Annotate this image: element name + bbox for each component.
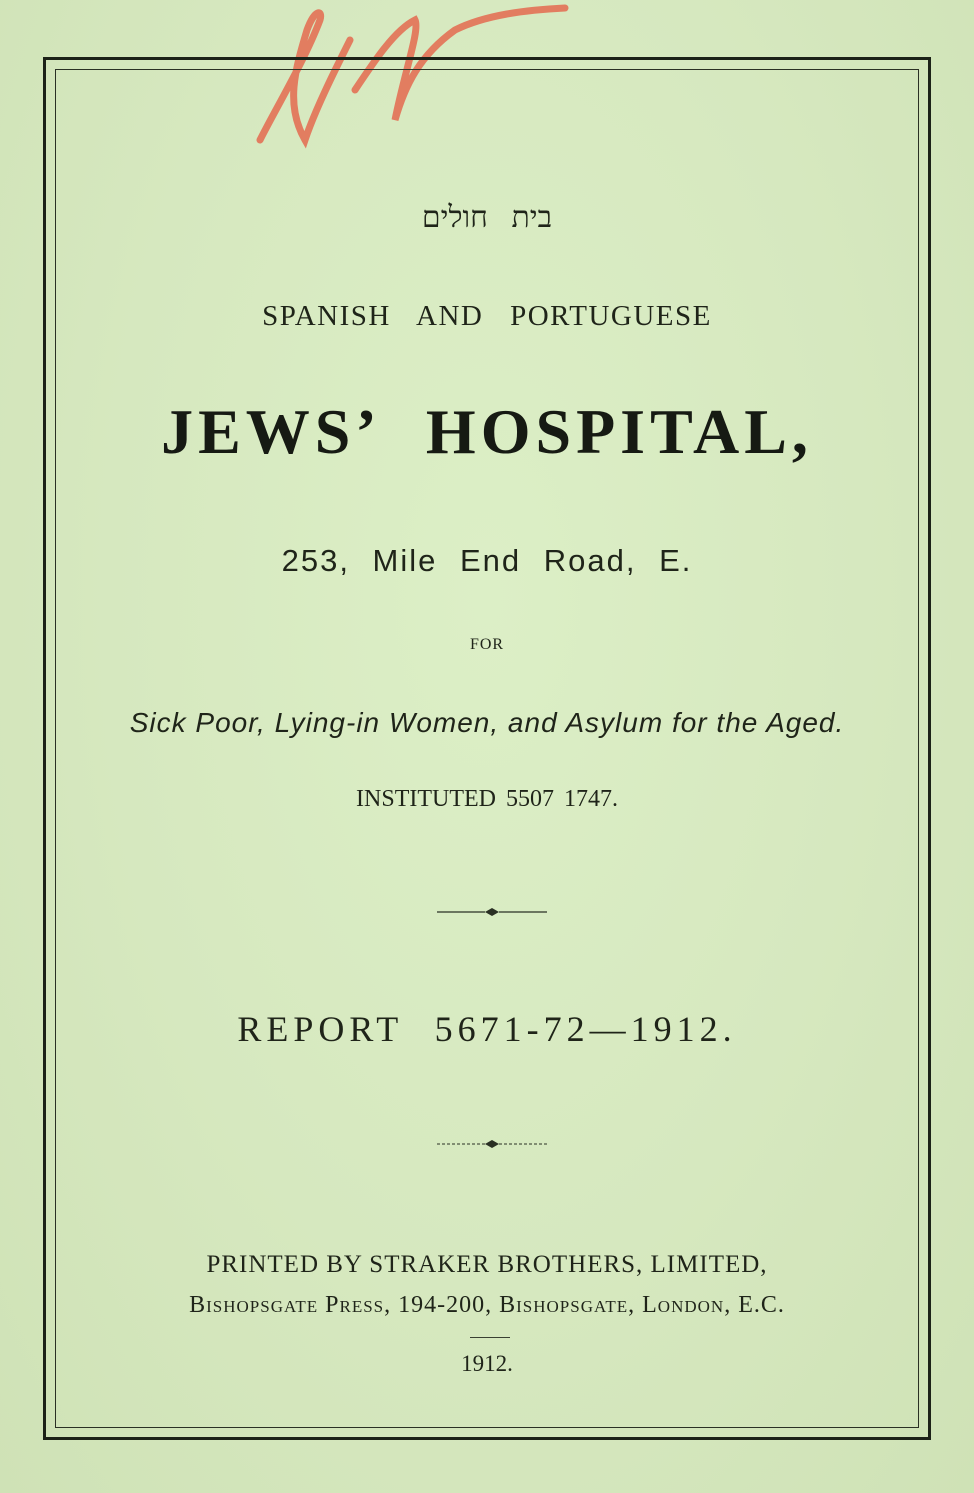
purpose-line: Sick Poor, Lying-in Women, and Asylum for the Aged. bbox=[129, 707, 845, 738]
year: 1912. bbox=[461, 1351, 513, 1376]
report-title: REPORT 5671-72—1912. bbox=[237, 1009, 737, 1049]
press-line: Bishopsgate Press, 194-200, Bishopsgate, London, E.C. bbox=[189, 1292, 785, 1318]
hebrew-heading: בית חולים bbox=[421, 200, 553, 235]
inner-border bbox=[55, 69, 919, 1428]
address: 253, Mile End Road, E. bbox=[281, 543, 693, 578]
ornamental-rule-icon bbox=[437, 1139, 547, 1149]
page-title: JEWS’ HOSPITAL, bbox=[161, 396, 813, 467]
for-label: FOR bbox=[469, 636, 505, 653]
heading-line: SPANISH AND PORTUGUESE bbox=[262, 300, 712, 332]
printer-line: PRINTED BY STRAKER BROTHERS, LIMITED, bbox=[206, 1251, 768, 1278]
instituted-line: INSTITUTED 5507 1747. bbox=[356, 786, 618, 812]
divider bbox=[470, 1337, 510, 1338]
ornamental-rule-icon bbox=[437, 907, 547, 917]
